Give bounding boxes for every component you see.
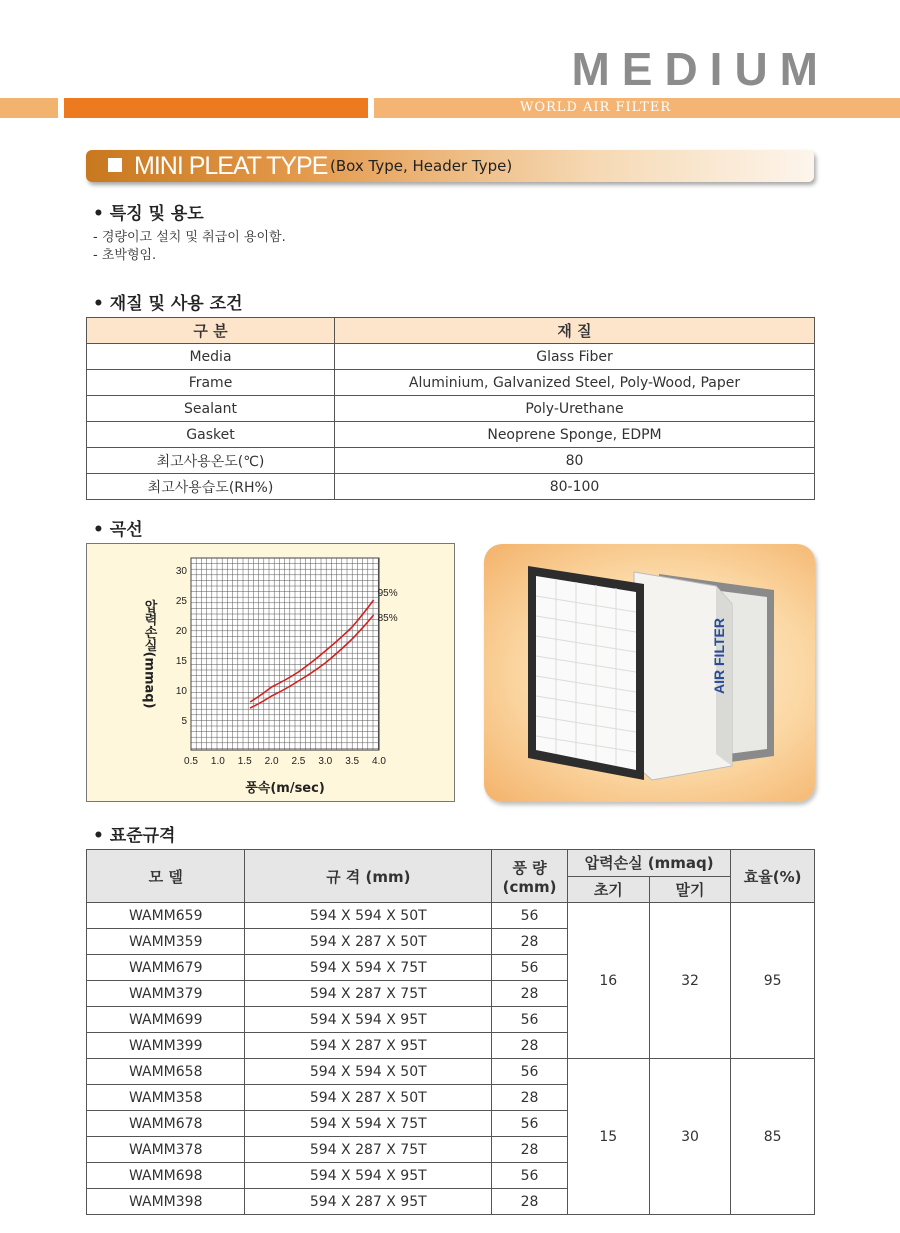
table-cell: 28 — [492, 929, 568, 955]
table-cell-final: 32 — [649, 903, 731, 1059]
table-cell: WAMM658 — [87, 1059, 245, 1085]
x-tick-label: 2.0 — [264, 756, 279, 767]
y-tick-label: 25 — [175, 596, 187, 607]
table-cell: WAMM699 — [87, 1007, 245, 1033]
table-header-row — [87, 850, 815, 877]
table-cell: 56 — [492, 1163, 568, 1189]
column-header-efficiency: 효율(%) — [731, 850, 815, 903]
table-cell: WAMM379 — [87, 981, 245, 1007]
square-bullet-icon — [108, 158, 122, 172]
table-cell-final: 30 — [649, 1059, 731, 1215]
table-cell: 594 X 287 X 95T — [245, 1033, 492, 1059]
air-filter-label: AIR FILTER — [711, 618, 727, 694]
section-title-bar — [86, 150, 814, 182]
table-cell: 80-100 — [335, 474, 815, 500]
table-cell: Gasket — [87, 422, 335, 448]
table-cell: 80 — [335, 448, 815, 474]
standard-heading: • 표준규격 — [93, 826, 176, 846]
x-tick-label: 4.0 — [372, 756, 386, 767]
feature-line: - 경량이고 설치 및 취급이 용이함. — [93, 230, 286, 245]
table-cell: 최고사용습도(RH%) — [87, 474, 335, 500]
column-header: 재 질 — [335, 318, 815, 344]
product-photo — [484, 544, 815, 802]
table-row — [87, 903, 815, 929]
table-cell: WAMM398 — [87, 1189, 245, 1215]
feature-line: - 초박형임. — [93, 248, 157, 263]
column-header-pressure: 압력손실 (mmaq) — [567, 850, 730, 877]
front-filter-media — [536, 576, 636, 770]
table-cell: 56 — [492, 1007, 568, 1033]
table-row — [87, 448, 815, 474]
y-tick-label: 30 — [175, 566, 187, 577]
x-tick-label: 0.5 — [184, 756, 198, 767]
table-row — [87, 474, 815, 500]
x-tick-label: 3.0 — [318, 756, 333, 767]
table-cell: 594 X 594 X 50T — [245, 1059, 492, 1085]
table-cell: WAMM698 — [87, 1163, 245, 1189]
column-header-final: 말기 — [649, 876, 731, 903]
table-cell: 594 X 594 X 95T — [245, 1007, 492, 1033]
table-cell: 56 — [492, 903, 568, 929]
table-cell: Sealant — [87, 396, 335, 422]
x-axis-label: 풍속(m/sec) — [245, 781, 325, 796]
plot-area — [191, 558, 379, 750]
table-cell: WAMM678 — [87, 1111, 245, 1137]
flow-label: 풍 량 — [512, 858, 547, 877]
table-cell: 28 — [492, 1137, 568, 1163]
table-cell-initial: 15 — [567, 1059, 649, 1215]
table-cell: 56 — [492, 1059, 568, 1085]
x-tick-label: 1.0 — [210, 756, 225, 767]
table-cell: 594 X 594 X 50T — [245, 903, 492, 929]
table-cell: 594 X 594 X 95T — [245, 1163, 492, 1189]
air-filter-illustration — [484, 544, 815, 802]
brand-title: MEDIUM — [571, 43, 830, 95]
table-cell: 28 — [492, 981, 568, 1007]
column-header-size: 규 격 (mm) — [245, 850, 492, 903]
pressure-chart — [86, 543, 455, 802]
table-cell: 최고사용온도(℃) — [87, 448, 335, 474]
table-cell: Neoprene Sponge, EDPM — [335, 422, 815, 448]
table-cell: Aluminium, Galvanized Steel, Poly-Wood, Paper — [335, 370, 815, 396]
y-tick-label: 10 — [175, 686, 187, 697]
table-cell: WAMM659 — [87, 903, 245, 929]
materials-table — [86, 317, 815, 500]
table-cell: Frame — [87, 370, 335, 396]
x-tick-label: 1.5 — [237, 756, 252, 767]
table-cell: 594 X 287 X 75T — [245, 1137, 492, 1163]
materials-heading: • 재질 및 사용 조건 — [93, 294, 243, 314]
table-cell: 594 X 287 X 50T — [245, 929, 492, 955]
column-header-flow — [492, 850, 568, 903]
table-cell: 28 — [492, 1189, 568, 1215]
series-label: 85% — [377, 613, 398, 624]
table-cell-efficiency: 95 — [731, 903, 815, 1059]
pressure-chart-svg — [87, 544, 454, 801]
column-header: 구 분 — [87, 318, 335, 344]
x-tick-label: 3.5 — [345, 756, 360, 767]
table-cell-efficiency: 85 — [731, 1059, 815, 1215]
column-header-initial: 초기 — [567, 876, 649, 903]
table-row — [87, 344, 815, 370]
header-band-left — [0, 98, 58, 118]
curve-heading: • 곡선 — [93, 520, 143, 540]
y-axis-label: 압력손실(mmaq) — [141, 599, 157, 709]
y-tick-label: 5 — [181, 716, 187, 727]
table-header-row — [87, 318, 815, 344]
table-cell: 594 X 287 X 75T — [245, 981, 492, 1007]
table-cell: Poly-Urethane — [335, 396, 815, 422]
table-cell: Glass Fiber — [335, 344, 815, 370]
table-row — [87, 396, 815, 422]
column-header-model: 모 델 — [87, 850, 245, 903]
table-cell: 28 — [492, 1033, 568, 1059]
standard-spec-table — [86, 849, 815, 1215]
table-cell: 56 — [492, 955, 568, 981]
product-subtitle: (Box Type, Header Type) — [330, 157, 513, 175]
table-cell: 594 X 287 X 50T — [245, 1085, 492, 1111]
tagline: WORLD AIR FILTER — [520, 100, 672, 115]
table-row — [87, 370, 815, 396]
table-cell: WAMM358 — [87, 1085, 245, 1111]
header-band-middle — [64, 98, 368, 118]
y-tick-label: 20 — [175, 626, 187, 637]
product-title: MINI PLEAT TYPE — [134, 152, 328, 180]
table-row — [87, 422, 815, 448]
table-cell: 594 X 594 X 75T — [245, 1111, 492, 1137]
table-cell: WAMM378 — [87, 1137, 245, 1163]
flow-unit: (cmm) — [502, 877, 557, 896]
table-cell: WAMM359 — [87, 929, 245, 955]
series-label: 95% — [377, 588, 398, 599]
table-cell: 56 — [492, 1111, 568, 1137]
table-cell: 594 X 287 X 95T — [245, 1189, 492, 1215]
table-cell: 594 X 594 X 75T — [245, 955, 492, 981]
table-row — [87, 1059, 815, 1085]
table-cell-initial: 16 — [567, 903, 649, 1059]
y-tick-label: 15 — [175, 656, 187, 667]
table-cell: 28 — [492, 1085, 568, 1111]
x-tick-label: 2.5 — [291, 756, 306, 767]
table-cell: WAMM679 — [87, 955, 245, 981]
table-cell: Media — [87, 344, 335, 370]
table-cell: WAMM399 — [87, 1033, 245, 1059]
features-heading: • 특징 및 용도 — [93, 204, 204, 224]
